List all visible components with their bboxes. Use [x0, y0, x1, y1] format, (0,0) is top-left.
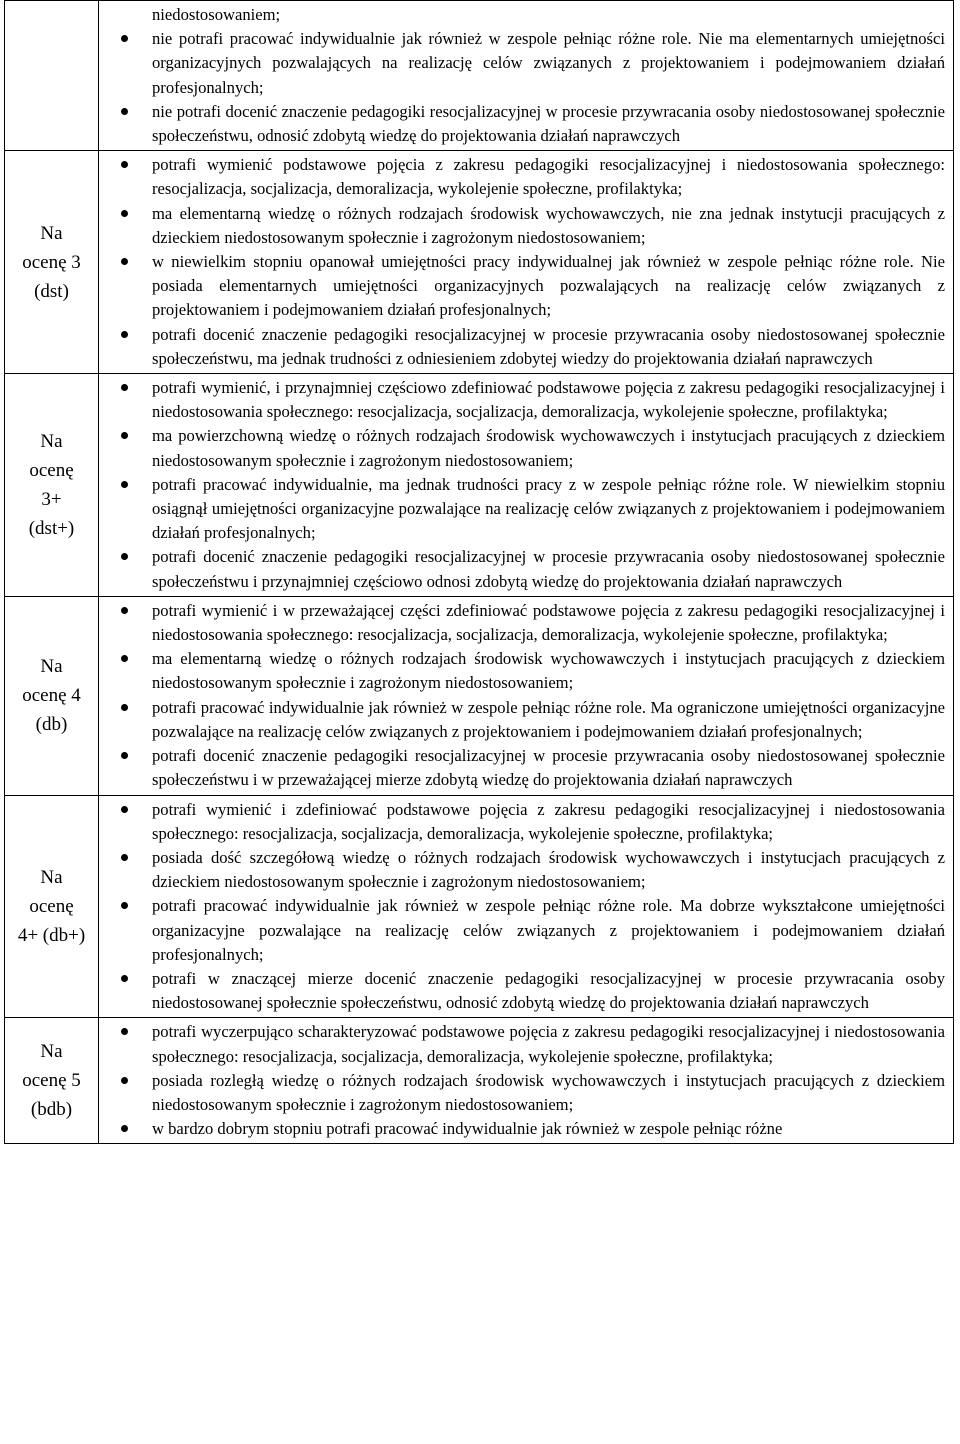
grade-label-line: (bdb): [30, 1099, 73, 1121]
criterion-item: potrafi pracować indywidualnie jak również w zespole pełniąc różne role. Ma ograniczone umiejętności organizacyjne pozwalające na realizację celów związanych z projektowaniem i podejmowaniem działań profesjonalnych;: [99, 696, 945, 744]
criterion-item: nie potrafi docenić znaczenie pedagogiki resocjalizacyjnej w procesie przywracania osoby niedostosowanej społecznie społeczeństwu, odnosić zdobytą wiedzę do projektowania działań naprawczych: [99, 100, 945, 148]
criterion-item: potrafi pracować indywidualnie jak również w zespole pełniąc różne role. Ma dobrze wykształcone umiejętności organizacyjne pozwalające na realizację celów związanych z projektowaniem i podejmowaniem działań profesjonalnych;: [99, 894, 945, 967]
criterion-item: ma elementarną wiedzę o różnych rodzajach środowisk wychowawczych, nie zna jednak instytucji pracujących z dzieckiem niedostosowanym społecznie i zagrożonym niedostosowaniem;: [99, 202, 945, 250]
criteria-list: [99, 1020, 945, 1141]
grade-label-line: Na: [40, 1041, 63, 1063]
criteria-list: [99, 376, 945, 594]
grade-label-line: 3+: [41, 488, 62, 510]
criterion-item: potrafi wymienić, i przynajmniej częściowo zdefiniować podstawowe pojęcia z zakresu pedagogiki resocjalizacyjnej i niedostosowania społecznego: resocjalizacja, socjalizacja, demoralizacja, wykolejenie społeczne, profilaktyka;: [99, 376, 945, 424]
grade-label-cell: [5, 1, 99, 151]
criterion-item: potrafi wymienić podstawowe pojęcia z zakresu pedagogiki resocjalizacyjnej i niedostosowania społecznego: resocjalizacja, socjalizacja, demoralizacja, wykolejenie społeczne, profilaktyka;: [99, 153, 945, 201]
grade-label-cell: [5, 596, 99, 795]
criterion-item: ma elementarną wiedzę o różnych rodzajach środowisk wychowawczych i instytucjach pracujących z dzieckiem niedostosowanym społecznie i zagrożonym niedostosowaniem;: [99, 647, 945, 695]
criteria-cell: [99, 596, 954, 795]
criterion-item: potrafi wymienić i w przeważającej części zdefiniować podstawowe pojęcia z zakresu pedagogiki resocjalizacyjnej i niedostosowania społecznego: resocjalizacja, socjalizacja, demoralizacja, wykolejenie społeczne, profilaktyka;: [99, 599, 945, 647]
grade-label-line: ocenę 3: [22, 251, 81, 273]
grade-label-line: ocenę: [29, 895, 74, 917]
grade-row: [5, 795, 954, 1018]
criterion-item: w bardzo dobrym stopniu potrafi pracować indywidualnie jak również w zespole pełniąc różne: [99, 1117, 945, 1141]
criterion-item: w niewielkim stopniu opanował umiejętności pracy indywidualnej jak również w zespole pełniąc różne role. Nie posiada elementarnych umiejętności organizacyjnych pozwalających na realizację celów związanych z projektowaniem i podejmowaniem działań profesjonalnych;: [99, 250, 945, 323]
criterion-item: potrafi docenić znaczenie pedagogiki resocjalizacyjnej w procesie przywracania osoby niedostosowanej społecznie społeczeństwu i przynajmniej częściowo odnosi zdobytą wiedzę do projektowania działań naprawczych: [99, 545, 945, 593]
criterion-item: posiada rozległą wiedzę o różnych rodzajach środowisk wychowawczych i instytucjach pracujących z dzieckiem niedostosowanym społecznie i zagrożonym niedostosowaniem;: [99, 1069, 945, 1117]
grade-label-cell: [5, 1018, 99, 1144]
grade-row: [5, 1, 954, 151]
criterion-item: potrafi wymienić i zdefiniować podstawowe pojęcia z zakresu pedagogiki resocjalizacyjnej i niedostosowania społecznego: resocjalizacja, socjalizacja, demoralizacja, wykolejenie społeczne, profilaktyka;: [99, 798, 945, 846]
criterion-item: nie potrafi pracować indywidualnie jak również w zespole pełniąc różne role. Nie ma elementarnych umiejętności organizacyjnych pozwalających na realizację celów związanych z projektowaniem i podejmowaniem działań profesjonalnych;: [99, 27, 945, 100]
grade-label-line: Na: [40, 866, 63, 888]
grade-label-line: (dst+): [28, 517, 75, 539]
grade-label-cell: [5, 151, 99, 374]
criteria-list: [99, 798, 945, 1016]
grade-row: [5, 374, 954, 597]
criteria-list: [99, 599, 945, 793]
criteria-cell: [99, 1018, 954, 1144]
criteria-cell: [99, 151, 954, 374]
criteria-list: [99, 153, 945, 371]
grade-label-line: 4+ (db+): [17, 924, 86, 946]
criteria-list: [99, 3, 945, 148]
grade-label-line: (db): [35, 714, 68, 736]
criterion-item: potrafi docenić znaczenie pedagogiki resocjalizacyjnej w procesie przywracania osoby niedostosowanej społecznie społeczeństwu i w przeważającej mierze zdobytą wiedzę do projektowania działań naprawczych: [99, 744, 945, 792]
criteria-cell: [99, 795, 954, 1018]
grade-label-line: ocenę 4: [22, 685, 81, 707]
grade-label-line: (dst): [34, 280, 69, 302]
criterion-item: potrafi wyczerpująco scharakteryzować podstawowe pojęcia z zakresu pedagogiki resocjalizacyjnej i niedostosowania społecznego: resocjalizacja, socjalizacja, demoralizacja, wykolejenie społeczne, profilaktyka;: [99, 1020, 945, 1068]
criterion-item: posiada dość szczegółową wiedzę o różnych rodzajach środowisk wychowawczych i instytucjach pracujących z dzieckiem niedostosowanym społecznie i zagrożonym niedostosowaniem;: [99, 846, 945, 894]
criterion-item: potrafi pracować indywidualnie, ma jednak trudności pracy z w zespole pełniąc różne role. W niewielkim stopniu osiągnął umiejętności organizacyjne pozwalające na realizację celów związanych z projektowaniem i podejmowaniem działań profesjonalnych;: [99, 473, 945, 546]
grade-label-line: Na: [40, 430, 63, 452]
criteria-cell: [99, 374, 954, 597]
grade-row: [5, 1018, 954, 1144]
criterion-item: niedostosowaniem;: [152, 5, 281, 24]
grade-label-line: Na: [40, 222, 63, 244]
grading-table-body: [5, 1, 954, 1144]
grading-criteria-table: [4, 0, 954, 1144]
criterion-item: potrafi docenić znaczenie pedagogiki resocjalizacyjnej w procesie przywracania osoby niedostosowanej społecznie społeczeństwu, ma jednak trudności z odniesieniem zdobytej wiedzy do projektowania działań naprawczych: [99, 323, 945, 371]
criterion-item: potrafi w znaczącej mierze docenić znaczenie pedagogiki resocjalizacyjnej w procesie przywracania osoby niedostosowanej społecznie społeczeństwu, odnosić zdobytą wiedzę do projektowania działań naprawczych: [99, 967, 945, 1015]
grade-label-line: Na: [40, 656, 63, 678]
grade-row: [5, 596, 954, 795]
grade-row: [5, 151, 954, 374]
criteria-cell: [99, 1, 954, 151]
grade-label-cell: [5, 374, 99, 597]
grade-label-line: ocenę: [29, 459, 74, 481]
criterion-item: ma powierzchowną wiedzę o różnych rodzajach środowisk wychowawczych i instytucjach pracujących z dzieckiem niedostosowanym społecznie i zagrożonym niedostosowaniem;: [99, 424, 945, 472]
grade-label-line: ocenę 5: [22, 1070, 81, 1092]
grade-label-cell: [5, 795, 99, 1018]
